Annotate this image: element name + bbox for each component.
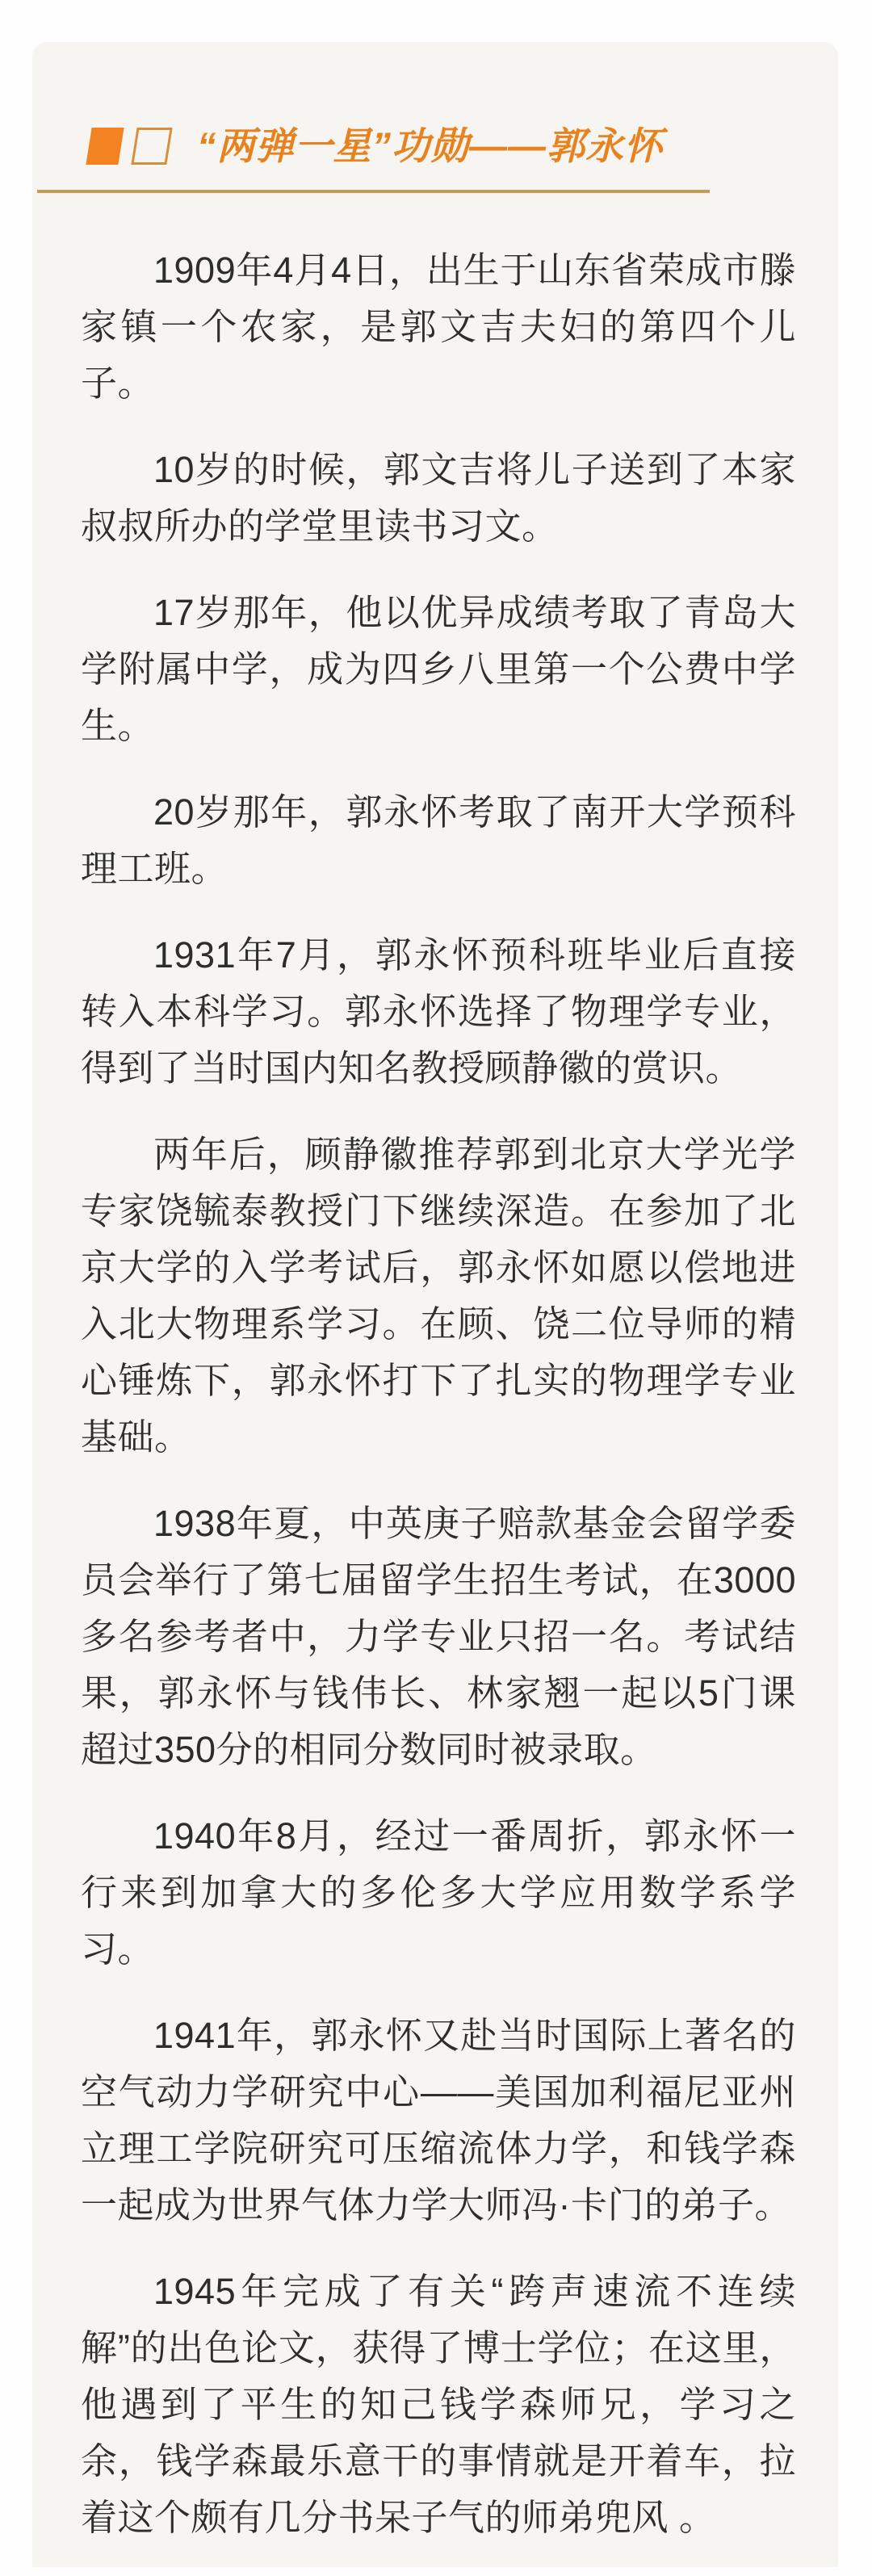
paragraph: 1931年7月，郭永怀预科班毕业后直接转入本科学习。郭永怀选择了物理学专业，得到了当时国内知名教授顾静徽的赏识。 (81, 934, 796, 1089)
page-title: “两弹一星”功勋——郭永怀 (197, 124, 663, 167)
paragraph: 20岁那年，郭永怀考取了南开大学预科理工班。 (81, 791, 796, 889)
paragraph: 1909年4月4日，出生于山东省荣成市滕家镇一个农家，是郭文吉夫妇的第四个儿子。 (81, 250, 796, 404)
paragraph: 1938年夏，中英庚子赔款基金会留学委员会举行了第七届留学生招生考试，在3000多名参考者中，力学专业只招一名。考试结果，郭永怀与钱伟长、林家翘一起以5门课超过350分的相同分数同时被录取。 (81, 1503, 796, 1770)
paragraph: 1941年，郭永怀又赴当时国际上著名的空气动力学研究中心——美国加利福尼亚州立理工学院研究可压缩流体力学，和钱学森一起成为世界气体力学大师冯·卡门的弟子。 (81, 2015, 796, 2226)
paragraph: 10岁的时候，郭文吉将儿子送到了本家叔叔所办的学堂里读书习文。 (81, 449, 796, 547)
article-header (89, 126, 663, 166)
article-body (81, 242, 796, 2576)
outline-square-icon (131, 128, 172, 165)
article-card (32, 42, 838, 2567)
paragraph: 两年后，顾静徽推荐郭到北京大学光学专家饶毓泰教授门下继续深造。在参加了北京大学的入学考试后，郭永怀如愿以偿地进入北大物理系学习。在顾、饶二位导师的精心锤炼下，郭永怀打下了扎实的物理学专业基础。 (81, 1134, 796, 1458)
paragraph: 17岁那年，他以优异成绩考取了青岛大学附属中学，成为四乡八里第一个公费中学生。 (81, 592, 796, 746)
title-underline (37, 190, 710, 193)
paragraph: 1940年8月，经过一番周折，郭永怀一行来到加拿大的多伦多大学应用数学系学习。 (81, 1815, 796, 1970)
filled-square-icon (86, 128, 124, 165)
paragraph: 1945年完成了有关“跨声速流不连续解”的出色论文，获得了博士学位；在这里，他遇到了平生的知己钱学森师兄，学习之余，钱学森最乐意干的事情就是开着车，拉着这个颇有几分书呆子气的师弟兜风 。 (81, 2271, 796, 2538)
